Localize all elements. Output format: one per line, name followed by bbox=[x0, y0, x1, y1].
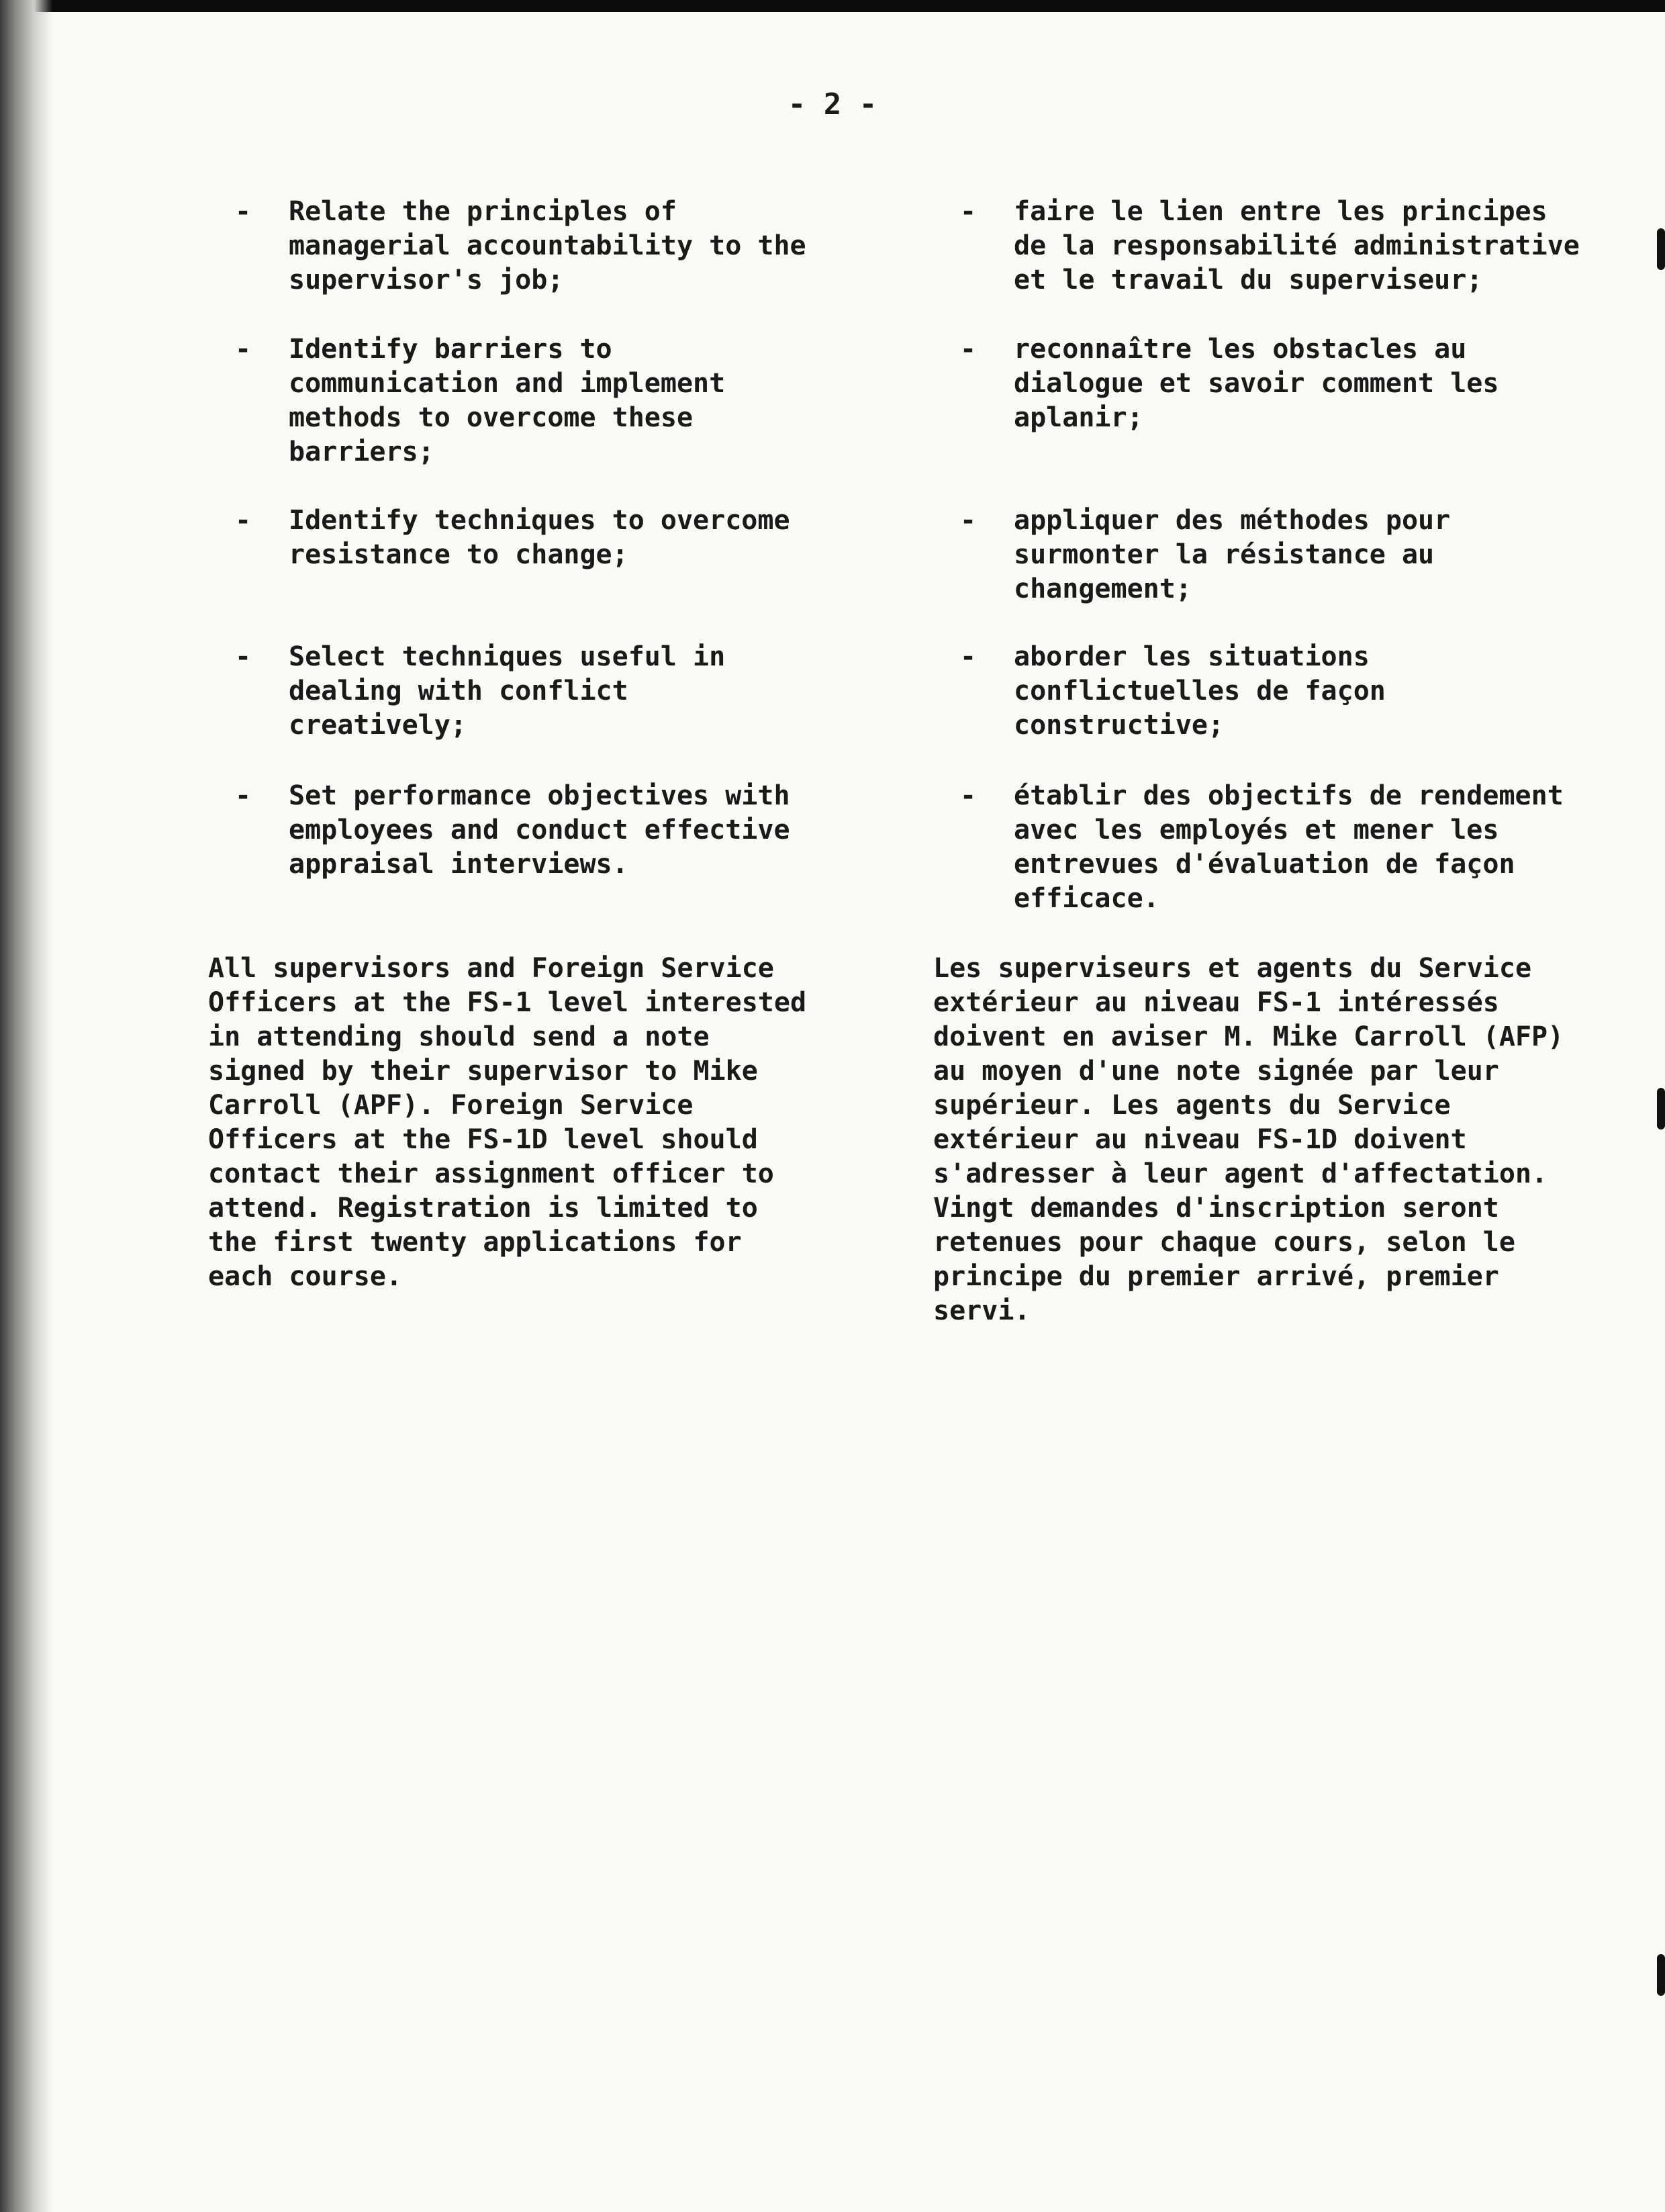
en-objective-item bbox=[208, 779, 879, 882]
objective-text: appliquer des méthodes pour surmonter la résistance au changement; bbox=[1014, 505, 1451, 604]
page-number: - 2 - bbox=[788, 87, 877, 122]
objective-text: Set performance objectives with employees and conduct effective appraisal interviews. bbox=[289, 780, 790, 880]
en-objective-item bbox=[208, 195, 879, 297]
objective-text: reconnaître les obstacles au dialogue et savoir comment les aplanir; bbox=[1014, 334, 1499, 433]
bullet-dash: - bbox=[235, 780, 252, 811]
binder-hole-mark bbox=[1657, 1088, 1665, 1130]
bullet-dash: - bbox=[235, 196, 252, 227]
fr-objective-item bbox=[933, 640, 1652, 743]
binder-hole-mark bbox=[1657, 1954, 1665, 1996]
en-objective-item bbox=[208, 332, 879, 469]
bullet-dash: - bbox=[960, 505, 977, 536]
bullet-dash: - bbox=[235, 505, 252, 536]
fr-objective-item bbox=[933, 195, 1652, 297]
fr-objective-item bbox=[933, 779, 1652, 916]
objective-text: Relate the principles of managerial accountability to the supervisor's job; bbox=[289, 196, 806, 295]
en-objective-item bbox=[208, 504, 879, 572]
objective-text: Identify barriers to communication and implement methods to overcome these barriers; bbox=[289, 334, 726, 467]
scan-top-edge bbox=[0, 0, 1665, 12]
bullet-dash: - bbox=[960, 780, 977, 811]
objective-text: établir des objectifs de rendement avec les employés et mener les entrevues d'évaluation de façon efficace. bbox=[1014, 780, 1564, 914]
bullet-dash: - bbox=[235, 641, 252, 672]
fr-registration-paragraph bbox=[933, 952, 1652, 1328]
registration-text: Les superviseurs et agents du Service extérieur au niveau FS-1 intéressés doivent en aviser M. Mike Carroll (AFP) au moyen d'une note signée par leur supérieur. Les agents du Service extérieur au niveau FS-1D doivent s'adresser à leur agent d'affectation. Vingt demandes d'inscription seront retenues pour chaque cours, selon le principe du premier arrivé, premier servi. bbox=[933, 953, 1564, 1326]
en-objective-item bbox=[208, 640, 879, 743]
fr-objective-item bbox=[933, 332, 1652, 435]
scan-left-edge bbox=[0, 0, 52, 2212]
bullet-dash: - bbox=[960, 641, 977, 672]
binder-hole-mark bbox=[1657, 228, 1665, 270]
bullet-dash: - bbox=[960, 196, 977, 227]
objective-text: Identify techniques to overcome resistance to change; bbox=[289, 505, 790, 570]
fr-objective-item bbox=[933, 504, 1652, 606]
objective-text: faire le lien entre les principes de la responsabilité administrative et le travail du superviseur; bbox=[1014, 196, 1580, 295]
bullet-dash: - bbox=[235, 334, 252, 365]
registration-text: All supervisors and Foreign Service Officers at the FS-1 level interested in attending should send a note signed by their supervisor to Mike Carroll (APF). Foreign Service Officers at the FS-1D level should contact their assignment officer to attend. Registration is limited to the first twenty applications for each course. bbox=[208, 953, 807, 1292]
bullet-dash: - bbox=[960, 334, 977, 365]
en-registration-paragraph bbox=[208, 952, 879, 1294]
objective-text: Select techniques useful in dealing with conflict creatively; bbox=[289, 641, 726, 741]
objective-text: aborder les situations conflictuelles de façon constructive; bbox=[1014, 641, 1386, 741]
